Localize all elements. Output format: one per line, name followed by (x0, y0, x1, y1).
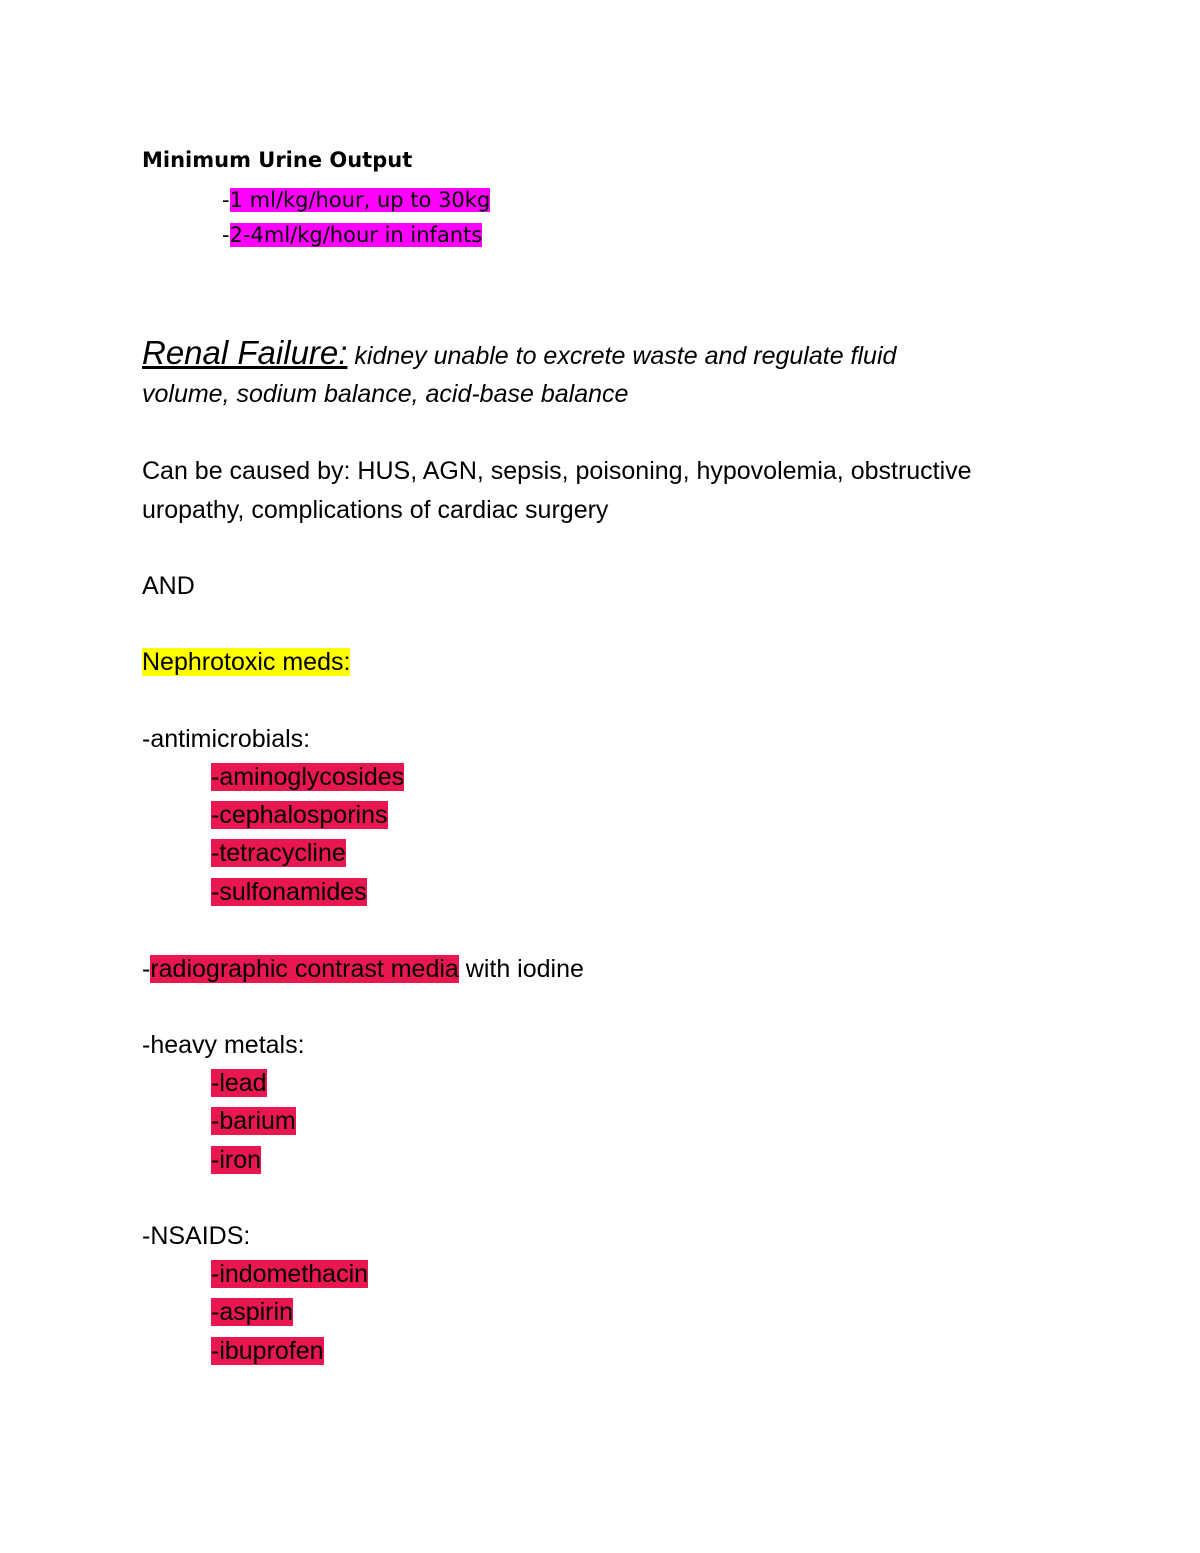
list-item (211, 1297, 293, 1327)
urine-item-adult (222, 185, 490, 215)
renal-definition-line-1: kidney unable to excrete waste and regulate fluid (354, 342, 897, 370)
urine-output-heading: Minimum Urine Output (142, 148, 413, 172)
dash: - (142, 955, 151, 983)
highlighted-text: -cephalosporins (211, 801, 388, 829)
dash: - (222, 223, 230, 247)
highlighted-text: radiographic contrast media (150, 955, 459, 983)
highlighted-text: -aminoglycosides (211, 763, 405, 791)
list-item (211, 800, 388, 830)
highlighted-text: -lead (211, 1069, 267, 1097)
highlighted-text: -tetracycline (211, 839, 346, 867)
nephrotoxic-heading-text: Nephrotoxic meds: (142, 648, 351, 676)
list-item (211, 838, 346, 868)
highlighted-text: -sulfonamides (211, 878, 367, 906)
nephrotoxic-heading (142, 647, 350, 677)
causes-line-2: uropathy, complications of cardiac surgery (142, 496, 609, 524)
list-item (211, 1259, 368, 1289)
causes-line-1: Can be caused by: HUS, AGN, sepsis, poisoning, hypovolemia, obstructive (142, 457, 972, 485)
list-item (211, 1068, 267, 1098)
list-item (211, 1145, 261, 1175)
list-item (211, 1336, 324, 1366)
heavy-metals-label: -heavy metals: (142, 1031, 305, 1059)
list-item (211, 762, 404, 792)
highlighted-text: -ibuprofen (211, 1337, 324, 1365)
highlighted-text: -aspirin (211, 1298, 293, 1326)
urine-item-infant (222, 220, 482, 250)
list-item (211, 1106, 296, 1136)
highlighted-text: -barium (211, 1107, 296, 1135)
contrast-media-line (142, 954, 584, 984)
dash: - (222, 188, 230, 212)
highlighted-text: 1 ml/kg/hour, up to 30kg (229, 188, 491, 212)
contrast-rest: with iodine (458, 955, 584, 983)
highlighted-text: -indomethacin (211, 1260, 369, 1288)
list-item (211, 877, 367, 907)
antimicrobials-label: -antimicrobials: (142, 725, 311, 753)
renal-failure-definition (142, 334, 896, 375)
highlighted-text: 2-4ml/kg/hour in infants (229, 223, 483, 247)
nsaids-label: -NSAIDS: (142, 1222, 251, 1250)
renal-definition-line-2: volume, sodium balance, acid-base balance (142, 380, 629, 408)
renal-failure-title: Renal Failure: (142, 334, 348, 371)
highlighted-text: -iron (211, 1146, 262, 1174)
and-text: AND (142, 572, 195, 600)
